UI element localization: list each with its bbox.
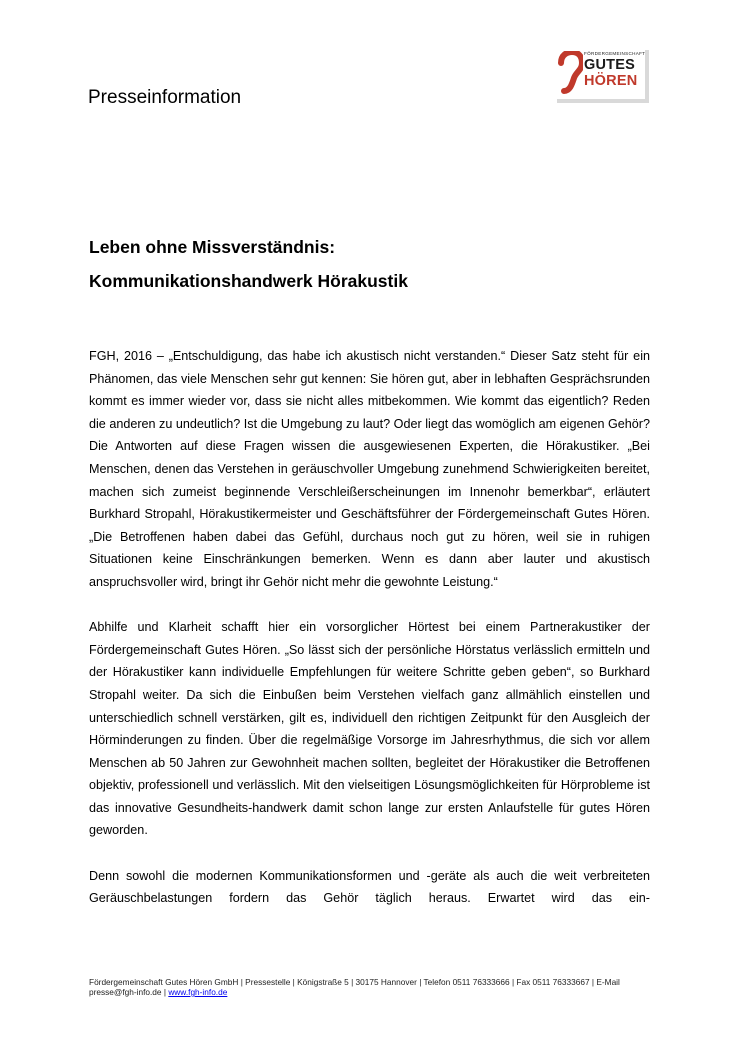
page-title: Presseinformation [88, 87, 242, 108]
paragraph-1: FGH, 2016 – „Entschuldigung, das habe ich akustisch nicht verstanden.“ Dieser Satz steht für ein Phänomen, das viele Menschen sehr gut kennen: Sie hören gut, aber in lebhaften Gesprächsrunden kommt es immer wieder vor, dass sie nicht alles mitbekommen. Wie kommt das eigentlich? Reden die anderen zu undeutlich? Ist die Umgebung zu laut? Oder liegt das womöglich am eigenen Gehör? Die Antworten auf diese Fragen wissen die ausgewiesenen Experten, die Hörakustiker. „Bei Menschen, denen das Verstehen in geräuschvoller Umgebung zunehmend Schwierigkeiten bereitet, machen sich zumeist beginnende Verschleißerscheinungen im Innenohr bemerkbar“, erläutert Burkhard Stropahl, Hörakustikermeister und Geschäftsführer der Fördergemeinschaft Gutes Hören. „Die Betroffenen haben dabei das Gefühl, durchaus noch gut zu hören, weil sie in ruhigen Situationen keine Einschränkungen bemerken. Wenn es dann aber lauter und akustisch anspruchsvoller wird, bringt ihr Gehör nicht mehr die gewohnte Leistung.“ [89, 349, 650, 589]
logo-line-hoeren: HÖREN [584, 73, 638, 89]
fgh-logo [553, 46, 648, 102]
paragraph-2: Abhilfe und Klarheit schafft hier ein vorsorglicher Hörtest bei einem Partnerakustiker der Fördergemeinschaft Gutes Hören. „So lässt sich der persönliche Hörstatus verlässlich ermitteln und der Hörakustiker kann individuelle Empfehlungen für weitere Schritte geben geben“, so Burkhard Stropahl weiter. Da sich die Einbußen beim Verstehen vielfach ganz allmählich einstellen und unterschiedlich schnell verstärken, gilt es, individuell den richtigen Zeitpunkt für den Ausgleich der Hörminderungen zu finden. Über die regelmäßige Vorsorge im Jahresrhythmus, die sich vor allem Menschen ab 50 Jahren zur Gewohnheit machen sollten, begleitet der Hörakustiker die Betroffenen objektiv, professionell und verlässlich. Mit den vielseitigen Lösungsmöglichkeiten für Hörprobleme ist das innovative Gesundheits-handwerk damit schon lange zur ersten Anlaufstelle für gutes Hören geworden. [89, 620, 650, 838]
logo-line-gutes: GUTES [584, 57, 635, 73]
logo-box [553, 46, 645, 99]
footer-contact-text: Fördergemeinschaft Gutes Hören GmbH | Pressestelle | Königstraße 5 | 30175 Hannover | Telefon 0511 76333666 | Fax 0511 76333667 | E-Mail presse@fgh-info.de | [89, 977, 620, 997]
footer [89, 977, 654, 997]
ear-icon [557, 51, 583, 95]
body-text [89, 345, 650, 910]
logo-small-text: FÖRDERGEMEINSCHAFT [584, 51, 646, 56]
headline-line-1: Leben ohne Missverständnis: [89, 237, 336, 257]
footer-website-link[interactable]: www.fgh-info.de [168, 987, 228, 997]
headline [89, 230, 649, 298]
paragraph-3: Denn sowohl die modernen Kommunikationsformen und -geräte als auch die weit verbreiteten Geräuschbelastungen fordern das Gehör täglich heraus. Erwartet wird das ein- [89, 868, 650, 906]
headline-line-2: Kommunikationshandwerk Hörakustik [89, 271, 408, 291]
